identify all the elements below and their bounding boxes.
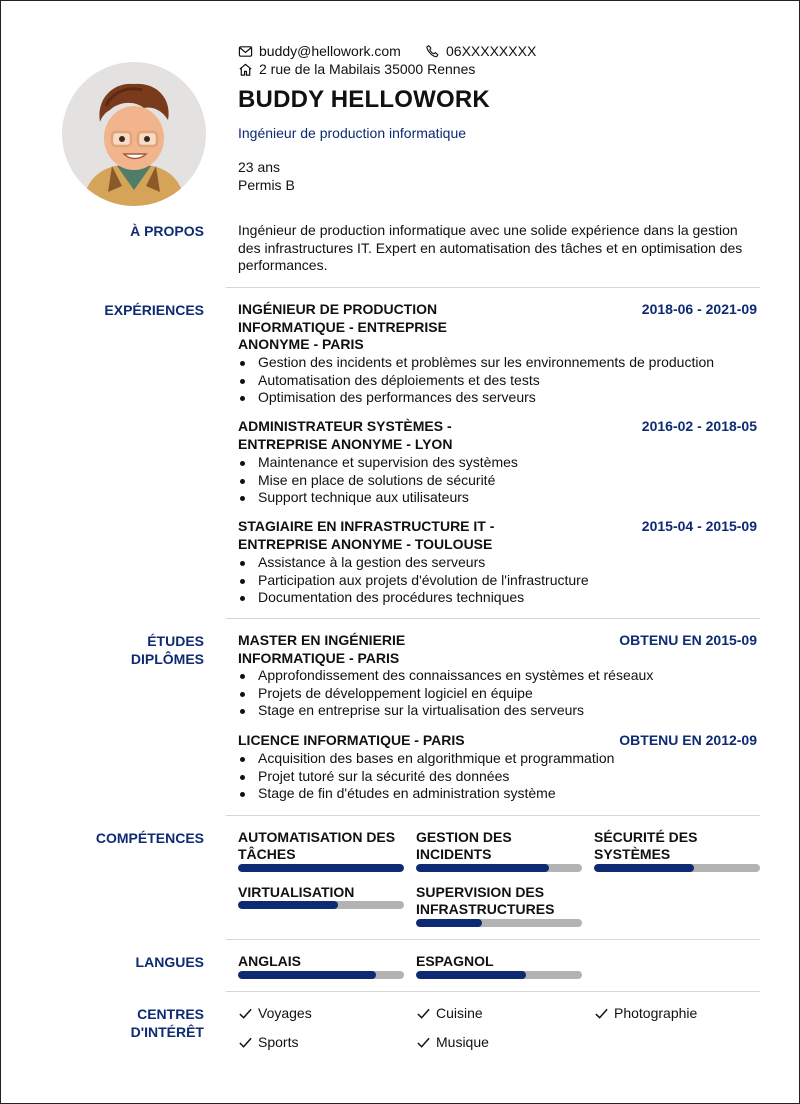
- skill-bar: [594, 864, 760, 872]
- phone-icon: [425, 44, 440, 59]
- check-icon: [416, 1006, 431, 1021]
- section-label-about: À PROPOS: [130, 223, 204, 239]
- full-name: BUDDY HELLOWORK: [238, 86, 490, 113]
- experience-dates: 2018-06 - 2021-09: [641, 301, 757, 317]
- job-title: Ingénieur de production informatique: [238, 125, 467, 141]
- interest-item: [416, 1005, 483, 1021]
- skill-name: VIRTUALISATION: [238, 884, 355, 900]
- contact-email[interactable]: [238, 43, 401, 59]
- education-dates: OBTENU EN 2015-09: [619, 632, 757, 648]
- skill-item: [416, 884, 582, 918]
- address-text: 2 rue de la Mabilais 35000 Rennes: [259, 61, 476, 77]
- education-bullets: [238, 667, 758, 720]
- list-item: Approfondissement des connaissances en systèmes et réseaux: [238, 667, 758, 685]
- language-bar-fill: [238, 971, 376, 979]
- section-label-education: [44, 632, 204, 668]
- skill-item: [238, 884, 404, 901]
- section-label-interests: [44, 1005, 204, 1041]
- education-title: MASTER EN INGÉNIERIE INFORMATIQUE - PARIS: [238, 632, 406, 666]
- about-text: Ingénieur de production informatique avec une solide expérience dans la gestion des infrastructures IT. Expert en automatisation des tâches et en optimisation des performances.: [238, 222, 743, 273]
- check-icon: [238, 1006, 253, 1021]
- divider: [226, 939, 760, 940]
- list-item: Support technique aux utilisateurs: [238, 489, 758, 507]
- skill-bar: [416, 864, 582, 872]
- language-name: ANGLAIS: [238, 953, 301, 969]
- language-item: [238, 953, 404, 970]
- interest-label: Photographie: [614, 1005, 698, 1021]
- home-icon: [238, 62, 253, 77]
- interest-label: Sports: [258, 1034, 299, 1050]
- contact-phone[interactable]: [425, 43, 536, 59]
- experience-bullets: [238, 454, 758, 507]
- list-item: Projet tutoré sur la sécurité des données: [238, 768, 758, 786]
- experience-title: INGÉNIEUR DE PRODUCTION INFORMATIQUE - ENTREPRISE ANONYME - PARIS: [238, 301, 447, 352]
- profile-photo: [62, 62, 206, 206]
- list-item: Documentation des procédures techniques: [238, 589, 758, 607]
- list-item: Mise en place de solutions de sécurité: [238, 472, 758, 490]
- skill-bar: [238, 864, 404, 872]
- interest-item: [238, 1034, 298, 1050]
- check-icon: [416, 1035, 431, 1050]
- skill-item: [594, 829, 760, 863]
- check-icon: [238, 1035, 253, 1050]
- skill-name: SUPERVISION DES INFRASTRUCTURES: [416, 884, 555, 917]
- language-name: ESPAGNOL: [416, 953, 494, 969]
- skill-bar-fill: [594, 864, 694, 872]
- interest-item: [416, 1034, 489, 1050]
- skill-name: GESTION DES INCIDENTS: [416, 829, 512, 862]
- language-bar: [238, 971, 404, 979]
- phone-text: 06XXXXXXXX: [446, 43, 537, 59]
- email-text: buddy@hellowork.com: [259, 43, 401, 59]
- divider: [226, 287, 760, 288]
- list-item: Stage en entreprise sur la virtualisation des serveurs: [238, 702, 758, 720]
- list-item: Maintenance et supervision des systèmes: [238, 454, 758, 472]
- section-label-line: DIPLÔMES: [130, 651, 204, 667]
- language-bar: [416, 971, 582, 979]
- interest-label: Voyages: [258, 1005, 312, 1021]
- list-item: Optimisation des performances des serveurs: [238, 389, 758, 407]
- divider: [226, 815, 760, 816]
- list-item: Participation aux projets d'évolution de l'infrastructure: [238, 572, 758, 590]
- skill-bar: [416, 919, 582, 927]
- skill-bar-fill: [416, 919, 482, 927]
- language-bar-fill: [416, 971, 526, 979]
- section-label-line: ÉTUDES: [147, 633, 204, 649]
- experience-dates: 2016-02 - 2018-05: [641, 418, 757, 434]
- skill-item: [416, 829, 582, 863]
- list-item: Gestion des incidents et problèmes sur les environnements de production: [238, 354, 758, 372]
- skill-name: SÉCURITÉ DES SYSTÈMES: [594, 829, 698, 862]
- list-item: Stage de fin d'études en administration système: [238, 785, 758, 803]
- envelope-icon: [238, 44, 253, 59]
- education-dates: OBTENU EN 2012-09: [619, 732, 757, 748]
- experience-title: ADMINISTRATEUR SYSTÈMES - ENTREPRISE ANONYME - LYON: [238, 418, 453, 452]
- driving-license: Permis B: [238, 177, 295, 193]
- skill-item: [238, 829, 404, 863]
- section-label-line: D'INTÉRÊT: [130, 1024, 204, 1040]
- interest-item: [594, 1005, 697, 1021]
- interest-label: Musique: [436, 1034, 489, 1050]
- experience-bullets: [238, 354, 758, 407]
- education-title: LICENCE INFORMATIQUE - PARIS: [238, 732, 465, 748]
- divider: [226, 618, 760, 619]
- experience-dates: 2015-04 - 2015-09: [641, 518, 757, 534]
- skill-bar-fill: [238, 901, 338, 909]
- skill-bar-fill: [416, 864, 549, 872]
- skill-bar: [238, 901, 404, 909]
- list-item: Assistance à la gestion des serveurs: [238, 554, 758, 572]
- experience-title: STAGIAIRE EN INFRASTRUCTURE IT - ENTREPRISE ANONYME - TOULOUSE: [238, 518, 495, 552]
- education-bullets: [238, 750, 758, 803]
- list-item: Acquisition des bases en algorithmique et programmation: [238, 750, 758, 768]
- list-item: Automatisation des déploiements et des tests: [238, 372, 758, 390]
- skill-name: AUTOMATISATION DES TÂCHES: [238, 829, 396, 862]
- interest-item: [238, 1005, 312, 1021]
- experience-bullets: [238, 554, 758, 607]
- skill-bar-fill: [238, 864, 404, 872]
- age: 23 ans: [238, 159, 281, 175]
- section-label-languages: LANGUES: [135, 954, 204, 970]
- interest-label: Cuisine: [436, 1005, 483, 1021]
- section-label-line: CENTRES: [137, 1006, 204, 1022]
- language-item: [416, 953, 582, 970]
- contact-address: [238, 61, 475, 77]
- section-label-experiences: EXPÉRIENCES: [104, 302, 204, 318]
- section-label-skills: COMPÉTENCES: [95, 830, 204, 846]
- list-item: Projets de développement logiciel en équipe: [238, 685, 758, 703]
- divider: [226, 991, 760, 992]
- check-icon: [594, 1006, 609, 1021]
